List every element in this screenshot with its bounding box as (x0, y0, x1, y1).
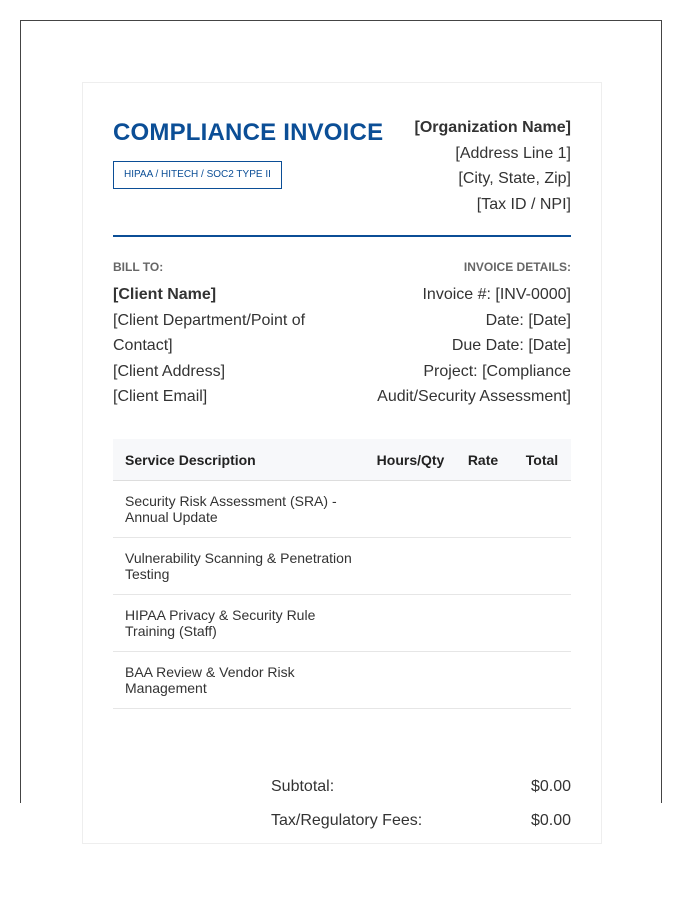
table-row (113, 595, 571, 652)
service-description: BAA Review & Vendor Risk Management (113, 652, 368, 709)
tax-value: $0.00 (530, 812, 571, 829)
service-rate (453, 595, 513, 652)
invoice-sheet (82, 82, 602, 844)
table-row (113, 481, 571, 538)
service-table (113, 439, 571, 709)
organization-block (415, 115, 571, 217)
service-rate (453, 652, 513, 709)
header-divider (113, 235, 571, 237)
service-description: HIPAA Privacy & Security Rule Training (Staff) (113, 595, 368, 652)
organization-name: [Organization Name] (414, 119, 571, 136)
service-total (513, 652, 571, 709)
invoice-details-label: INVOICE DETAILS: (463, 260, 571, 274)
header-hours-qty: Hours/Qty (368, 439, 453, 481)
bill-to-label: BILL TO: (113, 260, 164, 274)
table-header-row (113, 439, 571, 481)
client-department: [Client Department/Point of Contact] (113, 311, 306, 354)
organization-tax-id: [Tax ID / NPI] (476, 195, 571, 213)
organization-address: [Address Line 1] (455, 144, 571, 162)
invoice-number: Invoice #: [INV-0000] (422, 286, 571, 303)
organization-city-state-zip: [City, State, Zip] (458, 170, 571, 187)
invoice-details-block (351, 282, 571, 410)
service-description: Vulnerability Scanning & Penetration Testing (113, 538, 368, 595)
subtotal-label: Subtotal: (271, 778, 335, 795)
service-total (513, 538, 571, 595)
header-total: Total (513, 439, 571, 481)
table-row (113, 652, 571, 709)
bill-to-block (113, 282, 333, 410)
service-description: Security Risk Assessment (SRA) - Annual Update (113, 481, 368, 538)
service-qty (368, 652, 453, 709)
header-rate: Rate (453, 439, 513, 481)
compliance-badge: HIPAA / HITECH / SOC2 TYPE II (113, 161, 282, 189)
invoice-due-date: Due Date: [Date] (451, 337, 571, 354)
service-qty (368, 595, 453, 652)
service-rate (453, 481, 513, 538)
table-row (113, 538, 571, 595)
header-service-description: Service Description (113, 439, 368, 481)
invoice-date: Date: [Date] (485, 311, 571, 329)
invoice-project: Project: [Compliance Audit/Security Assessment] (377, 362, 571, 405)
service-total (513, 595, 571, 652)
client-name: [Client Name] (113, 286, 217, 303)
invoice-title: COMPLIANCE INVOICE (113, 119, 384, 146)
service-qty (368, 538, 453, 595)
subtotal-value: $0.00 (530, 778, 571, 795)
tax-label: Tax/Regulatory Fees: (271, 812, 423, 829)
service-rate (453, 538, 513, 595)
client-address: [Client Address] (113, 362, 226, 380)
service-qty (368, 481, 453, 538)
service-total (513, 481, 571, 538)
client-email: [Client Email] (113, 388, 208, 405)
document-viewport[interactable] (20, 20, 662, 829)
